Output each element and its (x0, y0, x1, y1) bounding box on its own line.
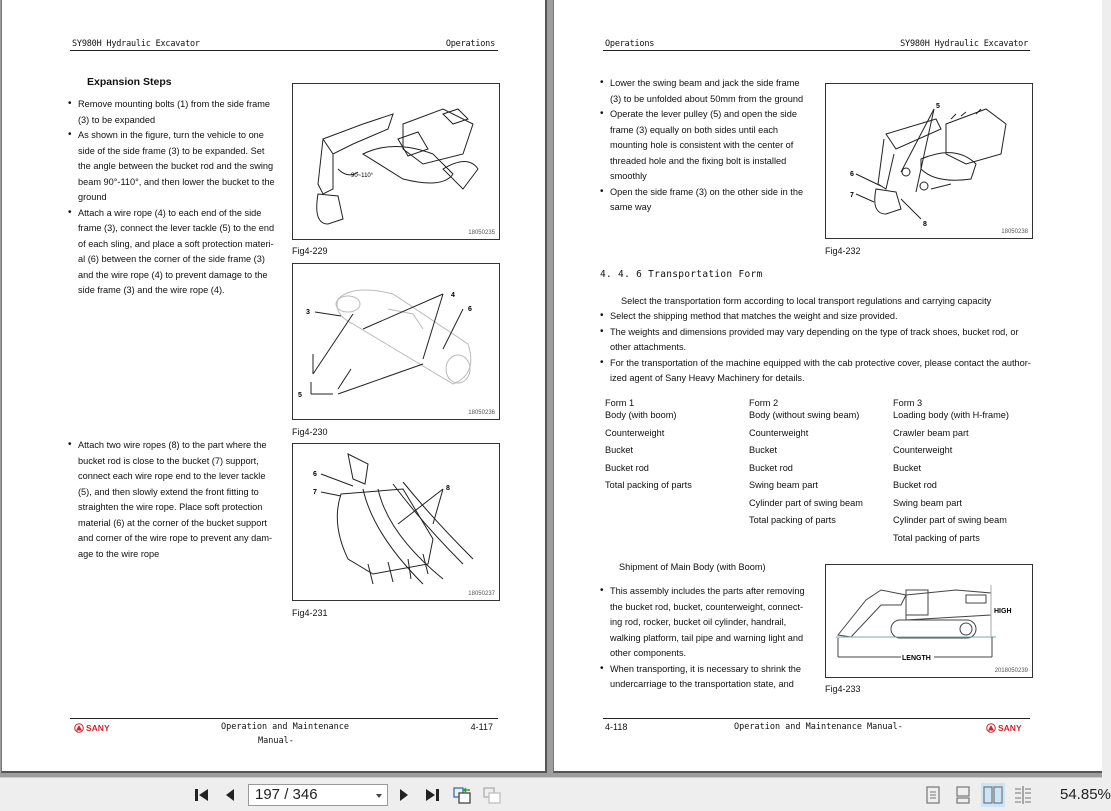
list-item: • As shown in the figure, turn the vehicle to one side of the side frame (3) to be expanded. Set the angle between the bucket rod and the swing beam 90°-110°, and then lower the bucket to the ground (68, 128, 278, 206)
list-item: • Remove mounting bolts (1) from the side frame (3) to be expanded (68, 97, 278, 128)
callout-3: 3 (306, 309, 310, 316)
callout-6: 6 (468, 306, 472, 313)
header-rule (70, 50, 498, 51)
callout-8: 8 (923, 221, 927, 228)
transport-bullets (600, 309, 1040, 387)
bullet-list-bottom (68, 438, 278, 562)
form-item: Counterweight (893, 445, 953, 455)
callout-5: 5 (936, 103, 940, 110)
form-1-column (605, 397, 692, 497)
form-item: Swing beam part (749, 480, 818, 490)
figure-code: 18050235 (468, 230, 495, 236)
list-item: • This assembly includes the parts after removing the bucket rod, bucket, counterweight, connect-ing rod, rocker, bucket oil cylinder, handrail, walking platform, tail pipe and warning light and other components. (600, 584, 810, 662)
form-item: Bucket (893, 462, 922, 473)
page-4-118 (553, 0, 1102, 773)
figure-4-231 (292, 443, 500, 601)
figure-caption: Fig4-233 (825, 684, 861, 694)
two-page-view-button[interactable] (981, 783, 1005, 807)
figure-caption: Fig4-232 (825, 246, 861, 256)
form-title: Form 2 (749, 398, 779, 408)
figure-caption: Fig4-229 (292, 246, 328, 256)
page-number: 4-118 (605, 722, 628, 732)
next-page-icon (397, 787, 411, 803)
prev-page-icon (223, 787, 237, 803)
previous-page-button[interactable] (220, 785, 240, 805)
list-item: • Attach a wire rope (4) to each end of the side frame (3), connect the lever tackle (5) to the end of each sling, and place a soft protection materi-al (6) between the corner of the side frame (3) and the wire rope (4) to prevent damage to the side frame (3) and the wire rope (4). (68, 206, 278, 299)
two-page-continuous-view-button[interactable] (1011, 783, 1035, 807)
header-right: Operations (445, 39, 495, 49)
two-page-continuous-view-icon (1013, 786, 1033, 804)
page-number: 4-117 (470, 722, 493, 732)
form-item: Counterweight (749, 427, 809, 438)
form-item: Crawler beam part (893, 427, 969, 438)
form-item: Total packing of parts (893, 532, 980, 543)
bottom-toolbar (0, 777, 1111, 811)
sany-logo-icon (74, 723, 84, 733)
form-item: Cylinder part of swing beam (893, 515, 1007, 525)
figure-code: 2018050239 (994, 668, 1028, 674)
callout-5: 5 (298, 392, 302, 399)
form-item: Body (without swing beam) (749, 410, 860, 420)
list-item: • Attach two wire ropes (8) to the part where the bucket rod is close to the bucket (7) support, connect each wire rope end to the lever tackle (5), and then slowly extend the front fitting to straighten the wire rope. Place soft protection material (6) at the corner of the bucket support and corner of the wire rope to prevent any dam-age to the wire rope (68, 438, 278, 562)
figure-caption: Fig4-230 (292, 427, 328, 437)
brand-text: SANY (86, 723, 110, 733)
form-title: Form 1 (605, 398, 635, 408)
form-title: Form 3 (893, 398, 923, 408)
bullet-list-top (68, 97, 278, 299)
continuous-view-button[interactable] (951, 783, 975, 807)
figure-4-232 (825, 83, 1033, 239)
form-2-column (749, 397, 863, 532)
form-item: Bucket rod (749, 462, 793, 473)
header-left: SY980H Hydraulic Excavator (72, 39, 200, 49)
form-item: Swing beam part (893, 497, 962, 508)
continuous-view-icon (955, 786, 971, 804)
list-item: • Select the shipping method that matches the weight and size provided. (600, 309, 1040, 325)
header-right: SY980H Hydraulic Excavator (900, 39, 1028, 49)
figure-4-233 (825, 564, 1033, 678)
footer-rule (603, 718, 1030, 719)
footer-title: Operation and Maintenance Manual- (734, 722, 903, 732)
sany-logo-icon (986, 723, 996, 733)
sany-logo (74, 723, 110, 733)
first-page-button[interactable] (192, 785, 212, 805)
form-item: Total packing of parts (749, 515, 836, 525)
callout-6: 6 (313, 471, 317, 478)
high-label: HIGH (994, 608, 1012, 615)
callout-6: 6 (850, 171, 854, 178)
list-item: • For the transportation of the machine equipped with the cab protective cover, please contact the author-ized agent of Sany Heavy Machinery for details. (600, 356, 1040, 387)
callout-4: 4 (451, 292, 455, 299)
length-label: LENGTH (902, 655, 931, 662)
shipment-heading: Shipment of Main Body (with Boom) (619, 562, 766, 572)
previous-view-button[interactable] (452, 785, 472, 805)
angle-label: 90~110° (351, 173, 374, 179)
single-page-view-button[interactable] (921, 783, 945, 807)
section-title: Expansion Steps (87, 76, 172, 88)
form-3-column (893, 397, 1009, 549)
last-page-button[interactable] (422, 785, 442, 805)
footer-title: Operation and Maintenance (221, 722, 349, 732)
figure-code: 18050237 (468, 591, 495, 597)
next-view-icon (482, 785, 502, 805)
callout-8: 8 (446, 485, 450, 492)
form-item: Loading body (with H-frame) (893, 410, 1009, 420)
side-frame-opening-illustration (826, 84, 1034, 240)
single-page-view-icon (925, 786, 941, 804)
form-item: Bucket rod (893, 480, 937, 490)
figure-4-229 (292, 83, 500, 240)
first-page-icon (193, 787, 211, 803)
list-item: • Operate the lever pulley (5) and open the side frame (3) equally on both sides until each mounting hole is consistent with the center of threaded hole and the fixing bolt is installed smoothly (600, 107, 810, 185)
zoom-level[interactable]: 54.85% (1060, 786, 1111, 803)
footer-rule (70, 718, 498, 719)
previous-view-icon (452, 785, 472, 805)
shipment-bullets (600, 584, 810, 693)
section-heading: 4. 4. 6 Transportation Form (600, 269, 763, 280)
form-item: Cylinder part of swing beam (749, 497, 863, 508)
header-left: Operations (605, 39, 655, 49)
page-4-117 (1, 0, 547, 773)
form-item: Bucket (749, 445, 778, 455)
figure-caption: Fig4-231 (292, 608, 328, 618)
next-page-button[interactable] (394, 785, 414, 805)
intro-text: Select the transportation form according to local transport regulations and carrying capacity (621, 296, 992, 306)
form-item: Body (with boom) (605, 410, 677, 420)
two-page-view-icon (983, 786, 1003, 804)
page-indicator-text: 197 / 346 (255, 786, 318, 803)
form-item: Total packing of parts (605, 480, 692, 490)
page-number-input[interactable] (248, 784, 388, 806)
footer-title-line2: Manual- (258, 736, 294, 746)
list-item: • Lower the swing beam and jack the side frame (3) to be unfolded about 50mm from the ground (600, 76, 810, 107)
excavator-angle-illustration (293, 84, 501, 241)
last-page-icon (423, 787, 441, 803)
dropdown-caret-icon[interactable] (376, 794, 382, 798)
callout-7: 7 (313, 489, 317, 496)
figure-4-230 (292, 263, 500, 420)
bucket-rope-illustration (293, 444, 501, 602)
sany-logo (986, 723, 1022, 733)
header-rule (603, 50, 1030, 51)
form-item: Bucket (605, 445, 634, 455)
callout-7: 7 (850, 192, 854, 199)
form-item: Bucket rod (605, 462, 649, 473)
side-frame-rope-illustration (293, 264, 501, 421)
transport-dimensions-illustration (826, 565, 1034, 679)
form-item: Counterweight (605, 427, 665, 438)
figure-code: 18050236 (468, 410, 495, 416)
list-item: • The weights and dimensions provided may vary depending on the type of track shoes, bucket rod, or other attachments. (600, 325, 1040, 356)
list-item: • When transporting, it is necessary to shrink the undercarriage to the transportation state, and (600, 662, 810, 693)
list-item: • Open the side frame (3) on the other side in the same way (600, 185, 810, 216)
brand-text: SANY (998, 723, 1022, 733)
bullet-list-top (600, 76, 810, 216)
figure-code: 18050238 (1001, 229, 1028, 235)
next-view-button[interactable] (482, 785, 502, 805)
